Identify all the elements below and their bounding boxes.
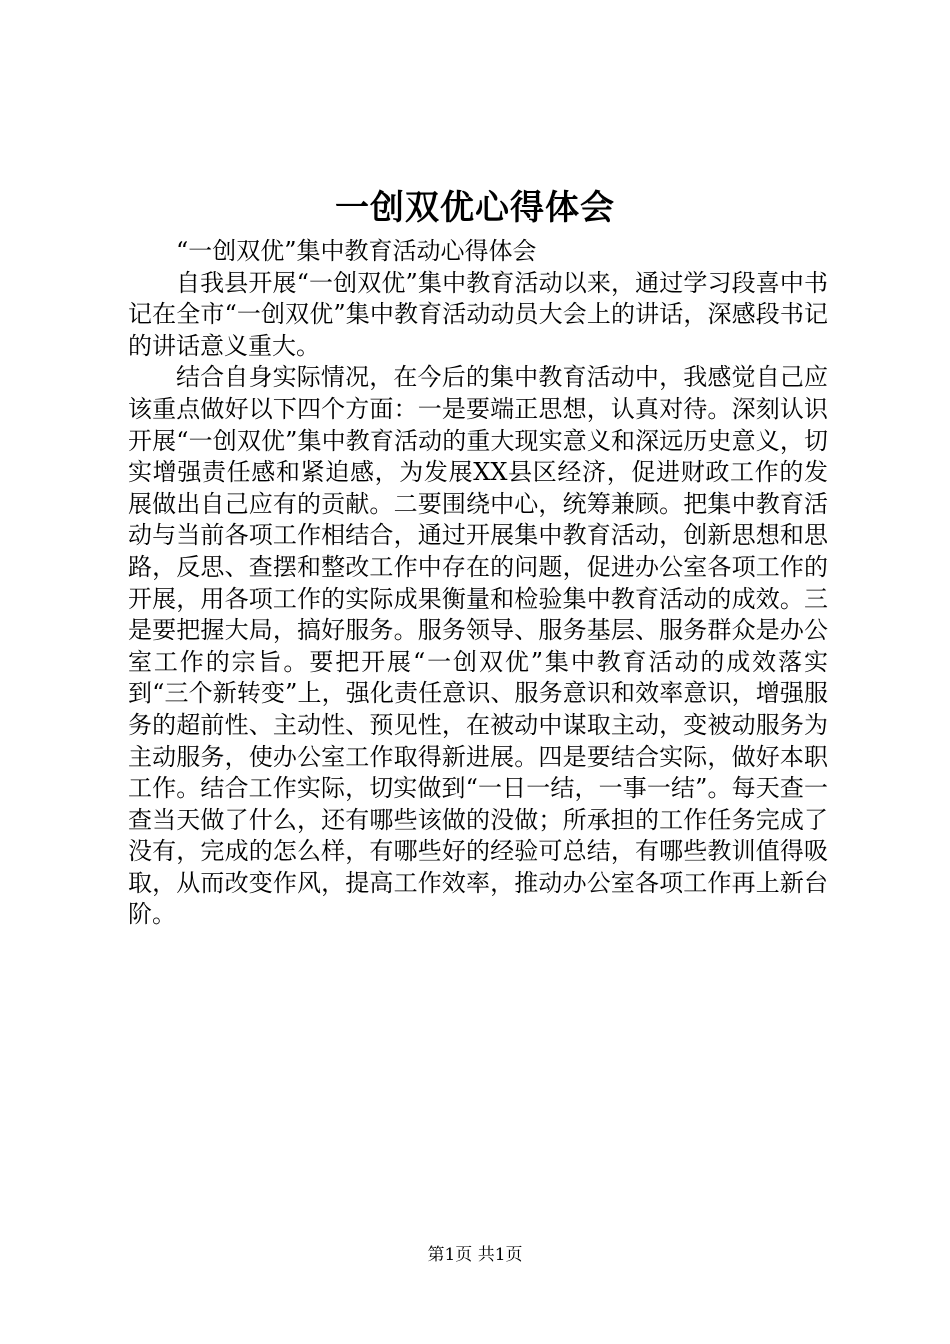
page-footer: 第1页 共1页 <box>427 1245 523 1265</box>
body-paragraph-intro: 自我县开展“一创双优”集中教育活动以来，通过学习段喜中书记在全市“一创双优”集中教育活动动员大会上的讲话，深感段书记的讲话意义重大。 <box>128 268 828 360</box>
body-paragraph-main: 结合自身实际情况，在今后的集中教育活动中，我感觉自己应该重点做好以下四个方面：一是要端正思想，认真对待。深刻认识开展“一创双优”集中教育活动的重大现实意义和深远历史意义，切实增强责任感和紧迫感，为发展XX县区经济，促进财政工作的发展做出自己应有的贡献。二要围绕中心，统筹兼顾。把集中教育活动与当前各项工作相结合，通过开展集中教育活动，创新思想和思路，反思、查摆和整改工作中存在的问题，促进办公室各项工作的开展，用各项工作的实际成果衡量和检验集中教育活动的成效。三是要把握大局，搞好服务。服务领导、服务基层、服务群众是办公室工作的宗旨。要把开展“一创双优”集中教育活动的成效落实到“三个新转变”上，强化责任意识、服务意识和效率意识，增强服务的超前性、主动性、预见性，在被动中谋取主动，变被动服务为主动服务，使办公室工作取得新进展。四是要结合实际，做好本职工作。结合工作实际，切实做到“一日一结，一事一结”。每天查一查当天做了什么，还有哪些该做的没做；所承担的工作任务完成了没有，完成的怎么样，有哪些好的经验可总结，有哪些教训值得吸取，从而改变作风，提高工作效率，推动办公室各项工作再上新台阶。 <box>128 363 828 929</box>
document-body <box>128 236 828 931</box>
page-title: 一创双优心得体会 <box>335 188 615 228</box>
subtitle-paragraph: “一创双优”集中教育活动心得体会 <box>176 237 537 265</box>
